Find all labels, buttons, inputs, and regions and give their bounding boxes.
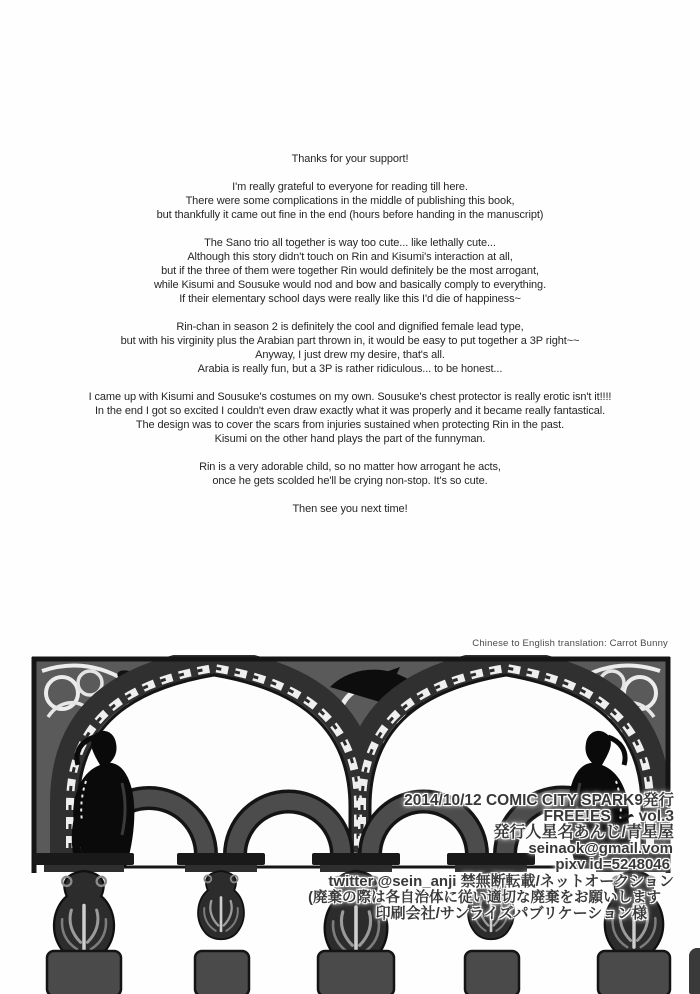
text-line: I'm really grateful to everyone for reading till here.	[232, 181, 468, 193]
paragraph	[20, 460, 680, 488]
volume-number: vol.3	[638, 808, 674, 825]
text-line: Anyway, I just drew my desire, that's all.	[255, 349, 445, 361]
twitter-line: twitter @sein_anji 禁無断転載/ネットオークション	[328, 873, 674, 890]
paragraph	[20, 152, 680, 166]
disposal-notice-line: (廃棄の際は各自治体に従い適切な廃棄をお願いします	[308, 890, 661, 906]
email-line: seinaok@gmail.vom	[528, 840, 673, 857]
colophon	[254, 793, 674, 922]
bat-icon	[617, 811, 635, 821]
text-line: The Sano trio all together is way too cute... like lethally cute...	[204, 237, 496, 249]
text-line: but thankfully it came out fine in the end (hours before handing in the manuscript)	[156, 209, 544, 221]
paragraph	[20, 180, 680, 222]
text-line: Kisumi on the other hand plays the part of the funnyman.	[214, 433, 486, 445]
text-line: There were some complications in the middle of publishing this book,	[185, 195, 515, 207]
title-line	[254, 809, 674, 825]
pixiv-id-line: pixv id=5248046	[555, 856, 670, 873]
text-line: Thanks for your support!	[291, 153, 409, 165]
text-line: I came up with Kisumi and Sousuke's costumes on my own. Sousuke's chest protector is really erotic isn't it!!!!	[88, 391, 612, 403]
paragraph	[20, 390, 680, 446]
text-line: but with his virginity plus the Arabian part thrown in, it would be easy to put together a 3P right~~	[120, 335, 580, 347]
paragraph	[20, 236, 680, 306]
text-line: Rin-chan in season 2 is definitely the cool and dignified female lead type,	[176, 321, 524, 333]
text-line: while Kisumi and Sousuke would nod and bow and basically comply to everything.	[153, 279, 547, 291]
text-line: Then see you next time!	[292, 503, 408, 515]
series-title: FREE!ES	[543, 808, 611, 825]
text-line: Arabia is really fun, but a 3P is rather ridiculous... to be honest...	[197, 363, 503, 375]
paragraph	[20, 502, 680, 516]
publisher-line: 発行人星名あんじ/青星屋	[493, 824, 674, 841]
text-line: but if the three of them were together Rin would definitely be the most arrogant,	[161, 265, 539, 277]
text-line: In the end I got so excited I couldn't even draw exactly what it was properly and it became really fantastical.	[94, 405, 606, 417]
edge-column-fragment	[689, 948, 700, 994]
text-line: The design was to cover the scars from injuries sustained when protecting Rin in the past.	[135, 419, 565, 431]
translation-credit: Chinese to English translation: Carrot Bunny	[472, 638, 668, 649]
column-plinths	[47, 951, 670, 994]
text-line: Rin is a very adorable child, so no matter how arrogant he acts,	[199, 461, 501, 473]
text-line: once he gets scolded he'll be crying non-stop. It's so cute.	[212, 475, 488, 487]
text-line: Although this story didn't touch on Rin and Kisumi's interaction at all,	[187, 251, 513, 263]
afterword-text	[20, 152, 680, 530]
text-line: If their elementary school days were really like this I'd die of happiness~	[179, 293, 521, 305]
paragraph	[20, 320, 680, 376]
printer-line: 印刷会社/サンライズパブリケーション様	[375, 905, 647, 922]
event-line: 2014/10/12 COMIC CITY SPARK9発行	[404, 792, 674, 809]
